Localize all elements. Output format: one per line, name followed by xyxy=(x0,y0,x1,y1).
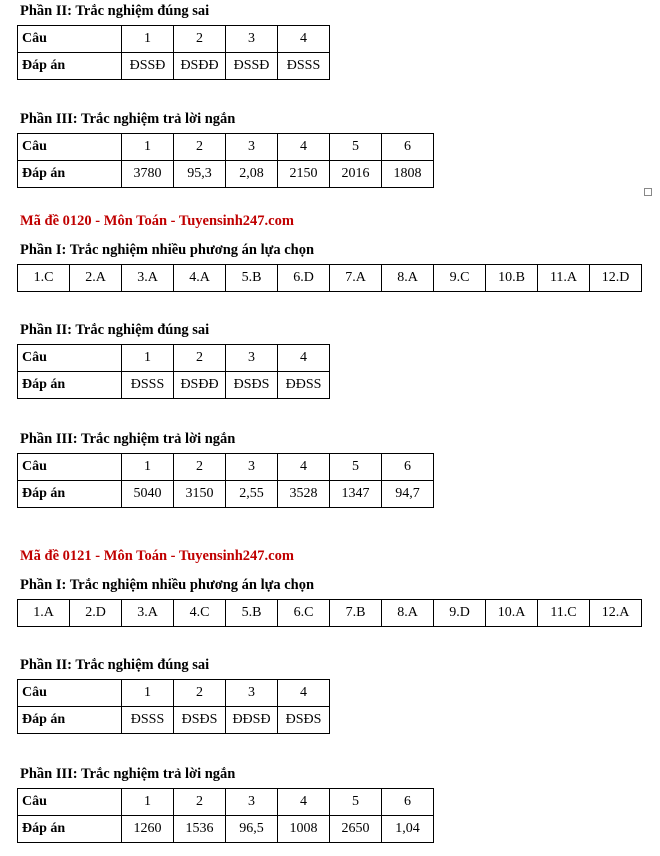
answer-cell: ĐSĐĐ xyxy=(174,53,226,80)
answer-cell: 95,3 xyxy=(174,161,226,188)
table-row xyxy=(18,600,642,627)
answer-cell: ĐĐSS xyxy=(278,372,330,399)
answer-cell: 1,04 xyxy=(382,816,434,843)
answer-cell: 3150 xyxy=(174,481,226,508)
answer-cell: 1.A xyxy=(18,600,70,627)
b3-part2-title: Phần II: Trắc nghiệm đúng sai xyxy=(20,657,210,673)
b3-part2-table xyxy=(17,679,330,734)
b1-part3-table xyxy=(17,133,434,188)
answer-cell: ĐSSS xyxy=(122,707,174,734)
b2-part1-title: Phần I: Trắc nghiệm nhiều phương án lựa chọn xyxy=(20,242,315,258)
b2-part3-title: Phần III: Trắc nghiệm trả lời ngắn xyxy=(20,431,236,447)
header-label: Câu xyxy=(18,454,122,481)
answer-cell: 11.A xyxy=(538,265,590,292)
answer-cell: 12.A xyxy=(590,600,642,627)
b1-part3-title: Phần III: Trắc nghiệm trả lời ngắn xyxy=(20,111,236,127)
question-number: 6 xyxy=(382,454,434,481)
question-number: 3 xyxy=(226,134,278,161)
b3-part1-table xyxy=(17,599,642,627)
question-number: 1 xyxy=(122,134,174,161)
answer-cell: 1008 xyxy=(278,816,330,843)
answer-cell: 2,08 xyxy=(226,161,278,188)
question-number: 3 xyxy=(226,454,278,481)
answer-cell: 11.C xyxy=(538,600,590,627)
answer-cell: 2.A xyxy=(70,265,122,292)
layout-marker xyxy=(644,188,652,196)
b2-part3-table xyxy=(17,453,434,508)
question-number: 1 xyxy=(122,789,174,816)
answer-cell: 10.A xyxy=(486,600,538,627)
answer-cell: ĐSĐS xyxy=(278,707,330,734)
question-number: 1 xyxy=(122,454,174,481)
answer-cell: 3528 xyxy=(278,481,330,508)
question-number: 2 xyxy=(174,680,226,707)
b3-code-title: Mã đề 0121 - Môn Toán - Tuyensinh247.com xyxy=(20,548,294,564)
header-label: Câu xyxy=(18,789,122,816)
question-number: 2 xyxy=(174,789,226,816)
table-row xyxy=(18,707,330,734)
question-number: 4 xyxy=(278,680,330,707)
question-number: 5 xyxy=(330,789,382,816)
b3-part1-title: Phần I: Trắc nghiệm nhiều phương án lựa chọn xyxy=(20,577,315,593)
answer-cell: 1347 xyxy=(330,481,382,508)
answer-cell: ĐSĐĐ xyxy=(174,372,226,399)
answer-cell: 1808 xyxy=(382,161,434,188)
b2-part2-table xyxy=(17,344,330,399)
table-row xyxy=(18,345,330,372)
table-row xyxy=(18,161,434,188)
answer-cell: 4.C xyxy=(174,600,226,627)
answer-label: Đáp án xyxy=(18,707,122,734)
answer-label: Đáp án xyxy=(18,161,122,188)
b1-part2-table xyxy=(17,25,330,80)
table-row xyxy=(18,53,330,80)
b2-code-title: Mã đề 0120 - Môn Toán - Tuyensinh247.com xyxy=(20,213,294,229)
question-number: 3 xyxy=(226,789,278,816)
header-label: Câu xyxy=(18,26,122,53)
answer-cell: 6.C xyxy=(278,600,330,627)
question-number: 1 xyxy=(122,680,174,707)
answer-cell: ĐĐSĐ xyxy=(226,707,278,734)
answer-label: Đáp án xyxy=(18,481,122,508)
question-number: 4 xyxy=(278,345,330,372)
answer-cell: ĐSSS xyxy=(278,53,330,80)
answer-label: Đáp án xyxy=(18,816,122,843)
answer-cell: 2,55 xyxy=(226,481,278,508)
question-number: 3 xyxy=(226,680,278,707)
question-number: 4 xyxy=(278,134,330,161)
question-number: 1 xyxy=(122,345,174,372)
answer-cell: 9.D xyxy=(434,600,486,627)
table-row xyxy=(18,816,434,843)
answer-cell: 4.A xyxy=(174,265,226,292)
question-number: 4 xyxy=(278,26,330,53)
answer-cell: 7.A xyxy=(330,265,382,292)
question-number: 2 xyxy=(174,345,226,372)
table-row xyxy=(18,265,642,292)
answer-cell: 1536 xyxy=(174,816,226,843)
question-number: 2 xyxy=(174,134,226,161)
answer-cell: 1.C xyxy=(18,265,70,292)
answer-cell: 2150 xyxy=(278,161,330,188)
table-row xyxy=(18,680,330,707)
b2-part1-table xyxy=(17,264,642,292)
table-row xyxy=(18,481,434,508)
answer-label: Đáp án xyxy=(18,372,122,399)
answer-cell: 5040 xyxy=(122,481,174,508)
answer-cell: 10.B xyxy=(486,265,538,292)
question-number: 5 xyxy=(330,454,382,481)
answer-cell: 9.C xyxy=(434,265,486,292)
question-number: 3 xyxy=(226,345,278,372)
answer-cell: 2.D xyxy=(70,600,122,627)
answer-cell: 5.B xyxy=(226,265,278,292)
answer-cell: 12.D xyxy=(590,265,642,292)
question-number: 4 xyxy=(278,789,330,816)
table-row xyxy=(18,454,434,481)
answer-cell: ĐSSĐ xyxy=(122,53,174,80)
answer-cell: 8.A xyxy=(382,600,434,627)
answer-cell: 96,5 xyxy=(226,816,278,843)
answer-cell: 2650 xyxy=(330,816,382,843)
answer-cell: 2016 xyxy=(330,161,382,188)
answer-cell: 94,7 xyxy=(382,481,434,508)
answer-cell: 8.A xyxy=(382,265,434,292)
question-number: 4 xyxy=(278,454,330,481)
table-row xyxy=(18,372,330,399)
answer-cell: ĐSSĐ xyxy=(226,53,278,80)
answer-cell: ĐSSS xyxy=(122,372,174,399)
b3-part3-title: Phần III: Trắc nghiệm trả lời ngắn xyxy=(20,766,236,782)
question-number: 6 xyxy=(382,789,434,816)
answer-cell: 7.B xyxy=(330,600,382,627)
question-number: 5 xyxy=(330,134,382,161)
question-number: 3 xyxy=(226,26,278,53)
answer-cell: ĐSĐS xyxy=(226,372,278,399)
answer-cell: 3780 xyxy=(122,161,174,188)
question-number: 2 xyxy=(174,26,226,53)
answer-cell: ĐSĐS xyxy=(174,707,226,734)
answer-cell: 3.A xyxy=(122,600,174,627)
header-label: Câu xyxy=(18,345,122,372)
answer-label: Đáp án xyxy=(18,53,122,80)
header-label: Câu xyxy=(18,134,122,161)
table-row xyxy=(18,789,434,816)
b1-part2-title: Phần II: Trắc nghiệm đúng sai xyxy=(20,3,210,19)
question-number: 1 xyxy=(122,26,174,53)
header-label: Câu xyxy=(18,680,122,707)
b2-part2-title: Phần II: Trắc nghiệm đúng sai xyxy=(20,322,210,338)
table-row xyxy=(18,26,330,53)
question-number: 2 xyxy=(174,454,226,481)
table-row xyxy=(18,134,434,161)
question-number: 6 xyxy=(382,134,434,161)
answer-cell: 1260 xyxy=(122,816,174,843)
b3-part3-table xyxy=(17,788,434,843)
answer-cell: 5.B xyxy=(226,600,278,627)
answer-cell: 6.D xyxy=(278,265,330,292)
answer-cell: 3.A xyxy=(122,265,174,292)
